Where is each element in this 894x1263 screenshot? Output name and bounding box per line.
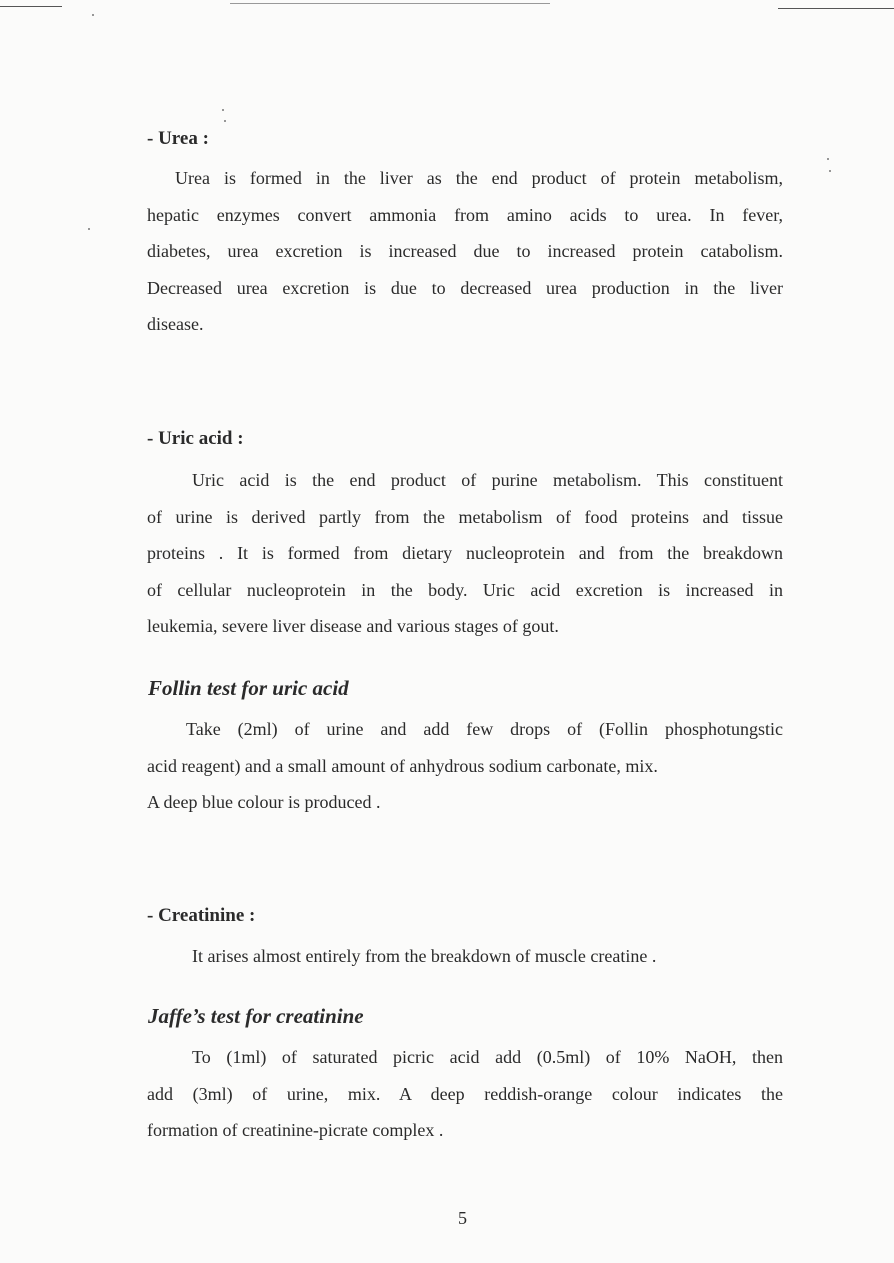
text-line: disease. bbox=[147, 314, 204, 334]
text-line: Decreased urea excretion is due to decreased urea production in the liver bbox=[147, 277, 783, 298]
text-line: formation of creatinine-picrate complex . bbox=[147, 1120, 444, 1140]
text-line: Uric acid is the end product of purine metabolism. This constituent bbox=[192, 470, 783, 490]
section-heading-creatinine: - Creatinine : bbox=[147, 905, 256, 926]
paragraph-jaffe-test bbox=[147, 1039, 783, 1149]
test-heading-jaffe: Jaffe’s test for creatinine bbox=[148, 1004, 364, 1028]
text-line: hepatic enzymes convert ammonia from amino acids to urea. In fever, bbox=[147, 204, 783, 225]
paragraph-follin-test bbox=[147, 711, 783, 821]
text-line: proteins . It is formed from dietary nucleoprotein and from the breakdown bbox=[147, 543, 783, 563]
text-line: A deep blue colour is produced . bbox=[147, 792, 381, 812]
test-heading-follin: Follin test for uric acid bbox=[148, 676, 349, 700]
text-line: add (3ml) of urine, mix. A deep reddish-orange colour indicates the bbox=[147, 1083, 783, 1104]
text-line: of urine is derived partly from the metabolism of food proteins and tissue bbox=[147, 506, 783, 527]
section-heading-uric-acid: - Uric acid : bbox=[147, 428, 244, 449]
paragraph-creatinine bbox=[147, 938, 783, 975]
text-line: To (1ml) of saturated picric acid add (0.5ml) of 10% NaOH, then bbox=[192, 1047, 783, 1067]
text-line: of cellular nucleoprotein in the body. Uric acid excretion is increased in bbox=[147, 579, 783, 600]
text-line: Urea is formed in the liver as the end product of protein metabolism, bbox=[175, 168, 783, 188]
section-heading-urea: - Urea : bbox=[147, 128, 209, 149]
text-line: It arises almost entirely from the breakdown of muscle creatine . bbox=[192, 946, 657, 966]
text-line: acid reagent) and a small amount of anhydrous sodium carbonate, mix. bbox=[147, 755, 658, 776]
text-line: Take (2ml) of urine and add few drops of (Follin phosphotungstic bbox=[186, 719, 783, 739]
paragraph-urea bbox=[147, 160, 783, 343]
text-line: leukemia, severe liver disease and various stages of gout. bbox=[147, 616, 559, 636]
page-number: 5 bbox=[458, 1208, 467, 1228]
paragraph-uric-acid bbox=[147, 462, 783, 645]
text-line: diabetes, urea excretion is increased due to increased protein catabolism. bbox=[147, 241, 783, 261]
